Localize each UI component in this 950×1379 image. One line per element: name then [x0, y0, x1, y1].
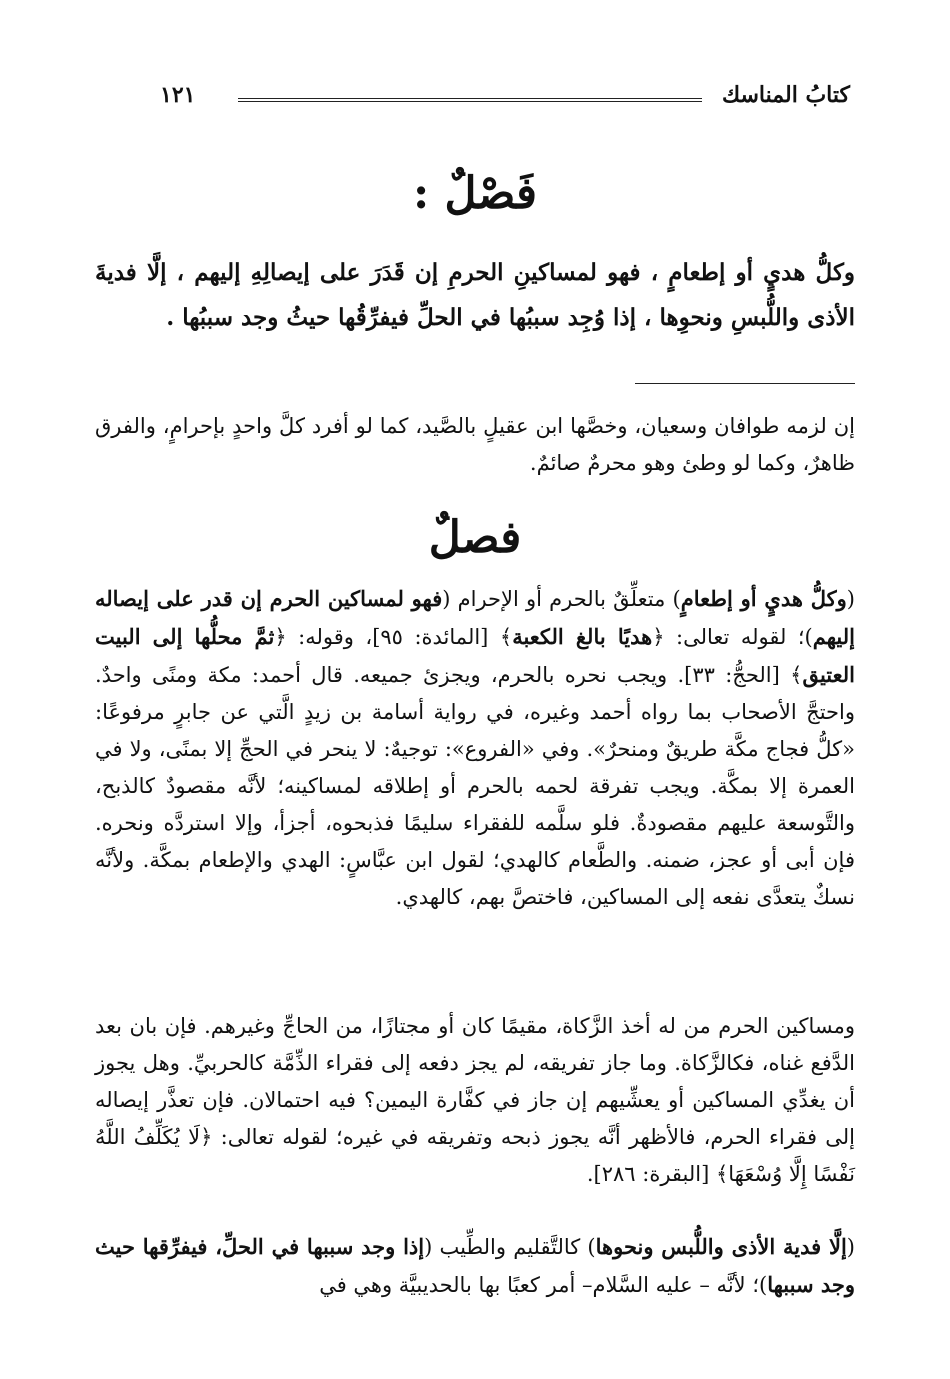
commentary-paragraph: إن لزمه طوافان وسعيان، وخصَّها ابن عقيلٍ بالصَّيد، كما لو أفرد كلَّ واحدٍ بإحرامٍ، والفرق ظاهرٌ، وكما لو وطئ وهو محرمٌ صائمٌ. [95, 414, 855, 475]
commentary-paragraph [95, 1228, 855, 1304]
page-number: ١٢١ [160, 82, 196, 108]
commentary-text: ) متعلِّقٌ بالحرم أو الإحرام ( [442, 587, 681, 611]
bracket: ( [846, 587, 855, 611]
quran-quote: هديًا بالغ الكعبة [512, 624, 653, 649]
commentary-text: )؛ لقوله تعالى: ﴿ [652, 625, 813, 649]
matn-text: وكلُّ هديٍ أو إطعامٍ ، فهو لمساكينِ الحرمِ إن قَدَرَ على إيصالِهِ إليهم ، إلَّا فديةَ الأذى واللُّبسِ ونحوِها ، إذا وُجِد سببُها في الحلِّ فيفرِّقُها حيثُ وجد سببُها . [95, 259, 855, 331]
header-rule [238, 98, 702, 102]
matn-quote: وكلُّ هديٍ أو إطعامٍ [680, 586, 847, 611]
commentary-text: )؛ لأنَّه – عليه السَّلام– أمر كعبًا بها بالحديبيَّة وهي في [319, 1273, 768, 1297]
matn-quote: فهو لمساكين الحرم إن قدر على إيصاله إليهم [95, 586, 855, 649]
matn-quote: إلَّا فدية الأذى واللُّبس ونحوها [595, 1234, 847, 1259]
commentary-paragraph: ومساكين الحرم من له أخذ الزَّكاة، مقيمًا كان أو مجتازًا، من الحاجِّ وغيرهم. فإن بان بعد الدَّفع غناه، فكالزَّكاة. وما جاز تفريقه، لم يجز دفعه إلى فقراء الذِّمَّة كالحربيِّ. وهل يجوز أن يغدِّي المساكين أو يعشِّيهم إن جاز في كفَّارة اليمين؟ فيه احتمالان. فإن تعذَّر إيصاله إلى فقراء الحرم، فالأظهر أنَّه يجوز ذبحه وتفريقه في غيره؛ لقوله تعالى: ﴿لَا يُكَلِّفُ اللَّهُ نَفْسًا إِلَّا وُسْعَهَا﴾ [البقرة: ٢٨٦]. [95, 1014, 855, 1186]
commentary-text: ﴾ [الحجُّ: ٣٣]. ويجب نحره بالحرم، ويجزئ جميعه. قال أحمد: مكة ومنًى واحدٌ. واحتجَّ الأصحاب بما رواه أحمد وغيره، في رواية أسامة بن زيدٍ الَّتي عن جابرٍ مرفوعًا: «كلُّ فجاج مكَّة طريقٌ ومنحرٌ». وفي «الفروع»: توجيهٌ: لا ينحر في الحجِّ إلا بمنًى، ولا في العمرة إلا بمكَّة. ويجب تفرقة لحمه بالحرم أو إطلاقه لمساكينه؛ لأنَّه مقصودٌ كالذبح، والتَّوسعة عليهم مقصودةٌ. فلو سلَّمه للفقراء سليمًا فذبحوه، أجزأ، وإلا استردَّه ونحره. فإن أبى أو عجز، ضمنه. والطَّعام كالهدي؛ لقول ابن عبَّاسٍ: الهدي والإطعام بمكَّة. ولأنَّه نسكٌ يتعدَّى نفعه إلى المساكين، فاختصَّ بهم، كالهدي. [95, 663, 855, 909]
matn-quote: إذا وجد سببها في الحلِّ، فيفرِّقها حيث وجد سببها [95, 1234, 855, 1297]
running-title: كتابُ المناسك [721, 82, 850, 108]
commentary-paragraph [95, 580, 855, 916]
page-header [160, 80, 850, 120]
quran-quote: ثمَّ محلُّها إلى البيت العتيق [95, 624, 855, 687]
section-heading-matn: فَصْلٌ : [412, 168, 538, 219]
bracket: ( [846, 1235, 855, 1259]
section-heading-sharh: فصلٌ [428, 512, 522, 563]
commentary-text: ) كالتَّقليم والطِّيب ( [424, 1235, 596, 1259]
commentary-text: ﴾ [المائدة: ٩٥]، وقوله: ﴿ [274, 625, 513, 649]
footnote-separator [635, 383, 855, 384]
